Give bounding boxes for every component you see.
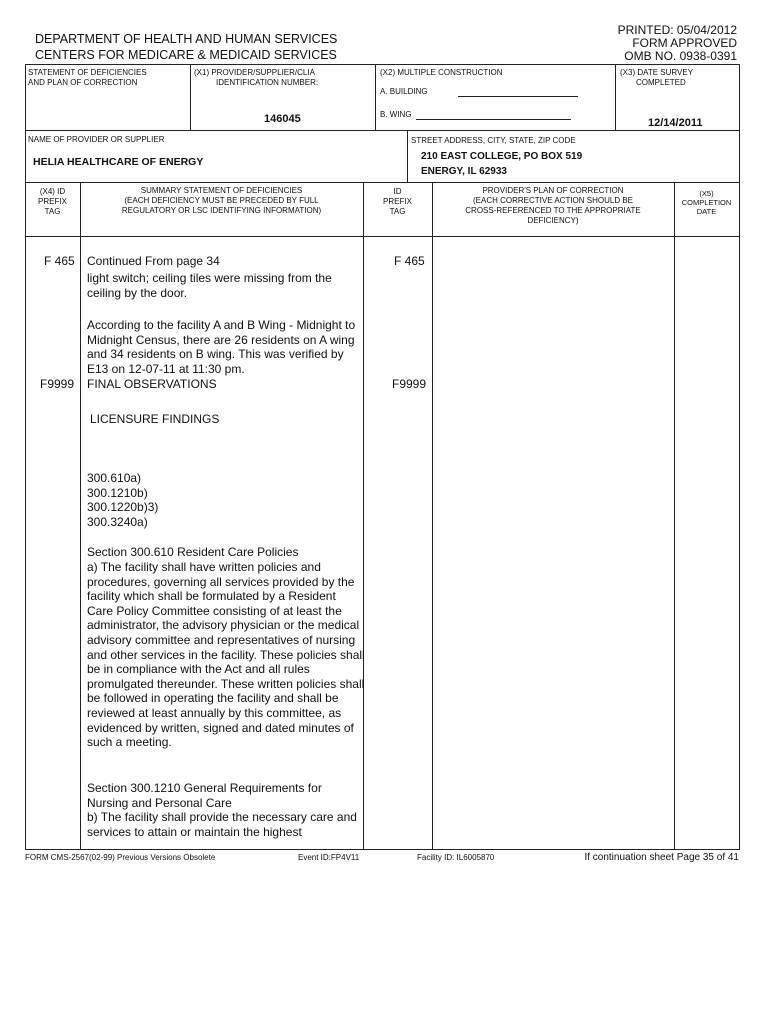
building-blank: [458, 87, 578, 97]
address-line-2: ENERGY, IL 62933: [421, 166, 507, 177]
plan-header: [432, 186, 674, 226]
plan-header-line-1: PROVIDER'S PLAN OF CORRECTION: [482, 186, 624, 195]
section-1210-title: Section 300.1210 General Requirements for Nursing and Personal Care: [87, 781, 322, 810]
facility-id: Facility ID: IL6005870: [417, 853, 495, 862]
x2-label: (X2) MULTIPLE CONSTRUCTION: [380, 68, 503, 77]
x4-header-line-2: PREFIX: [38, 197, 67, 206]
id-header-line-2: PREFIX: [383, 197, 412, 206]
section-610-paragraph: a) The facility shall have written policies and procedures, governing all services provided by the facility which shall be formulated by a Resident Care Policy Committee consisting of at least the administrator, the advisory physician or the medical advisory committee and representatives of nursing and other services in the facility. These policies shall be in compliance with the Act and all rules promulgated thereunder. These written policies shall be followed in operating the facility and shall be reviewed at least annually by this committee, as evidenced by written, signed and dated minutes of such a meeting.: [87, 560, 365, 750]
tag-f9999-left: F9999: [40, 377, 75, 391]
summary-header-line-3: REGULATORY OR LSC IDENTIFYING INFORMATION): [121, 206, 322, 215]
tag-f9999-right: F9999: [392, 377, 427, 391]
survey-completed-date: 12/14/2011: [648, 117, 703, 129]
tag-f465-left: F 465: [44, 254, 75, 268]
agency-name-line-2: CENTERS FOR MEDICARE & MEDICAID SERVICES: [35, 48, 337, 62]
section-1210-paragraph: b) The facility shall provide the necessary care and services to attain or maintain the highest: [87, 810, 357, 839]
x5-header-line-3: DATE: [696, 207, 717, 216]
regulation-1: 300.610a): [87, 471, 142, 485]
address-label: STREET ADDRESS, CITY, STATE, ZIP CODE: [411, 136, 576, 145]
summary-header-line-2: (EACH DEFICIENCY MUST BE PRECEDED BY FULL: [124, 196, 319, 205]
section-610-title: Section 300.610 Resident Care Policies: [87, 545, 299, 559]
summary-header-line-1: SUMMARY STATEMENT OF DEFICIENCIES: [140, 186, 303, 195]
deficiency-paragraph-2: According to the facility A and B Wing - Midnight to Midnight Census, there are 26 residents on A wing and 34 residents on B wing. This was verified by E13 on 12-07-11 at 11:30 pm.: [87, 318, 356, 376]
wing-label: [380, 110, 571, 120]
x4-header: [25, 187, 80, 217]
id-header-line-1: ID: [393, 187, 402, 196]
omb-number: OMB NO. 0938-0391: [624, 49, 737, 63]
id-header-line-3: TAG: [389, 207, 406, 216]
summary-header: [80, 186, 363, 216]
x1-label-line-1: (X1) PROVIDER/SUPPLIER/CLIA: [194, 68, 315, 77]
regulation-2: 300.1210b): [87, 485, 148, 500]
x5-header: [674, 189, 739, 216]
provider-name: HELIA HEALTHCARE OF ENERGY: [33, 156, 204, 168]
provider-name-label: NAME OF PROVIDER OR SUPPLIER: [28, 135, 165, 144]
statement-label-line-2: AND PLAN OF CORRECTION: [28, 78, 138, 87]
statement-label-line-1: STATEMENT OF DEFICIENCIES: [28, 68, 147, 77]
plan-header-line-3: CROSS-REFERENCED TO THE APPROPRIATE: [465, 206, 641, 215]
event-id: Event ID:FP4V11: [298, 853, 360, 862]
address-line-1: 210 EAST COLLEGE, PO BOX 519: [421, 151, 583, 162]
provider-id-number: 146045: [264, 113, 301, 125]
x4-header-line-1: (X4) ID: [39, 187, 66, 196]
x1-label-line-2: IDENTIFICATION NUMBER:: [216, 78, 319, 87]
x5-header-line-1: (X5): [699, 189, 714, 198]
tag-f465-right: F 465: [394, 254, 425, 268]
regulation-3: 300.1220b)3): [87, 500, 159, 515]
printed-date: PRINTED: 05/04/2012: [617, 23, 737, 37]
x5-header-line-2: COMPLETION: [681, 198, 732, 207]
licensure-findings: LICENSURE FINDINGS: [90, 412, 220, 426]
building-label-text: A. BUILDING: [380, 87, 428, 96]
plan-header-line-4: DEFICIENCY): [527, 216, 579, 225]
regulation-list: [87, 471, 359, 529]
wing-label-text: B. WING: [380, 110, 412, 119]
form-approved: FORM APPROVED: [632, 36, 737, 50]
regulation-4: 300.3240a): [87, 514, 148, 529]
building-label: [380, 87, 578, 97]
agency-name-line-1: DEPARTMENT OF HEALTH AND HUMAN SERVICES: [35, 32, 338, 46]
continued-from: Continued From page 34: [87, 254, 220, 268]
x4-header-line-3: TAG: [44, 207, 61, 216]
continuation-page: If continuation sheet Page 35 of 41: [584, 852, 739, 863]
x3-label-line-2: COMPLETED: [636, 78, 686, 87]
id-header: [363, 187, 432, 217]
final-observations: FINAL OBSERVATIONS: [87, 377, 217, 391]
wing-blank: [416, 110, 571, 120]
plan-header-line-2: (EACH CORRECTIVE ACTION SHOULD BE: [472, 196, 634, 205]
form-footer-id: FORM CMS-2567(02-99) Previous Versions Obsolete: [25, 853, 216, 862]
deficiency-paragraph-1: light switch; ceiling tiles were missing from the ceiling by the door.: [87, 271, 332, 300]
x3-label-line-1: (X3) DATE SURVEY: [620, 68, 694, 77]
